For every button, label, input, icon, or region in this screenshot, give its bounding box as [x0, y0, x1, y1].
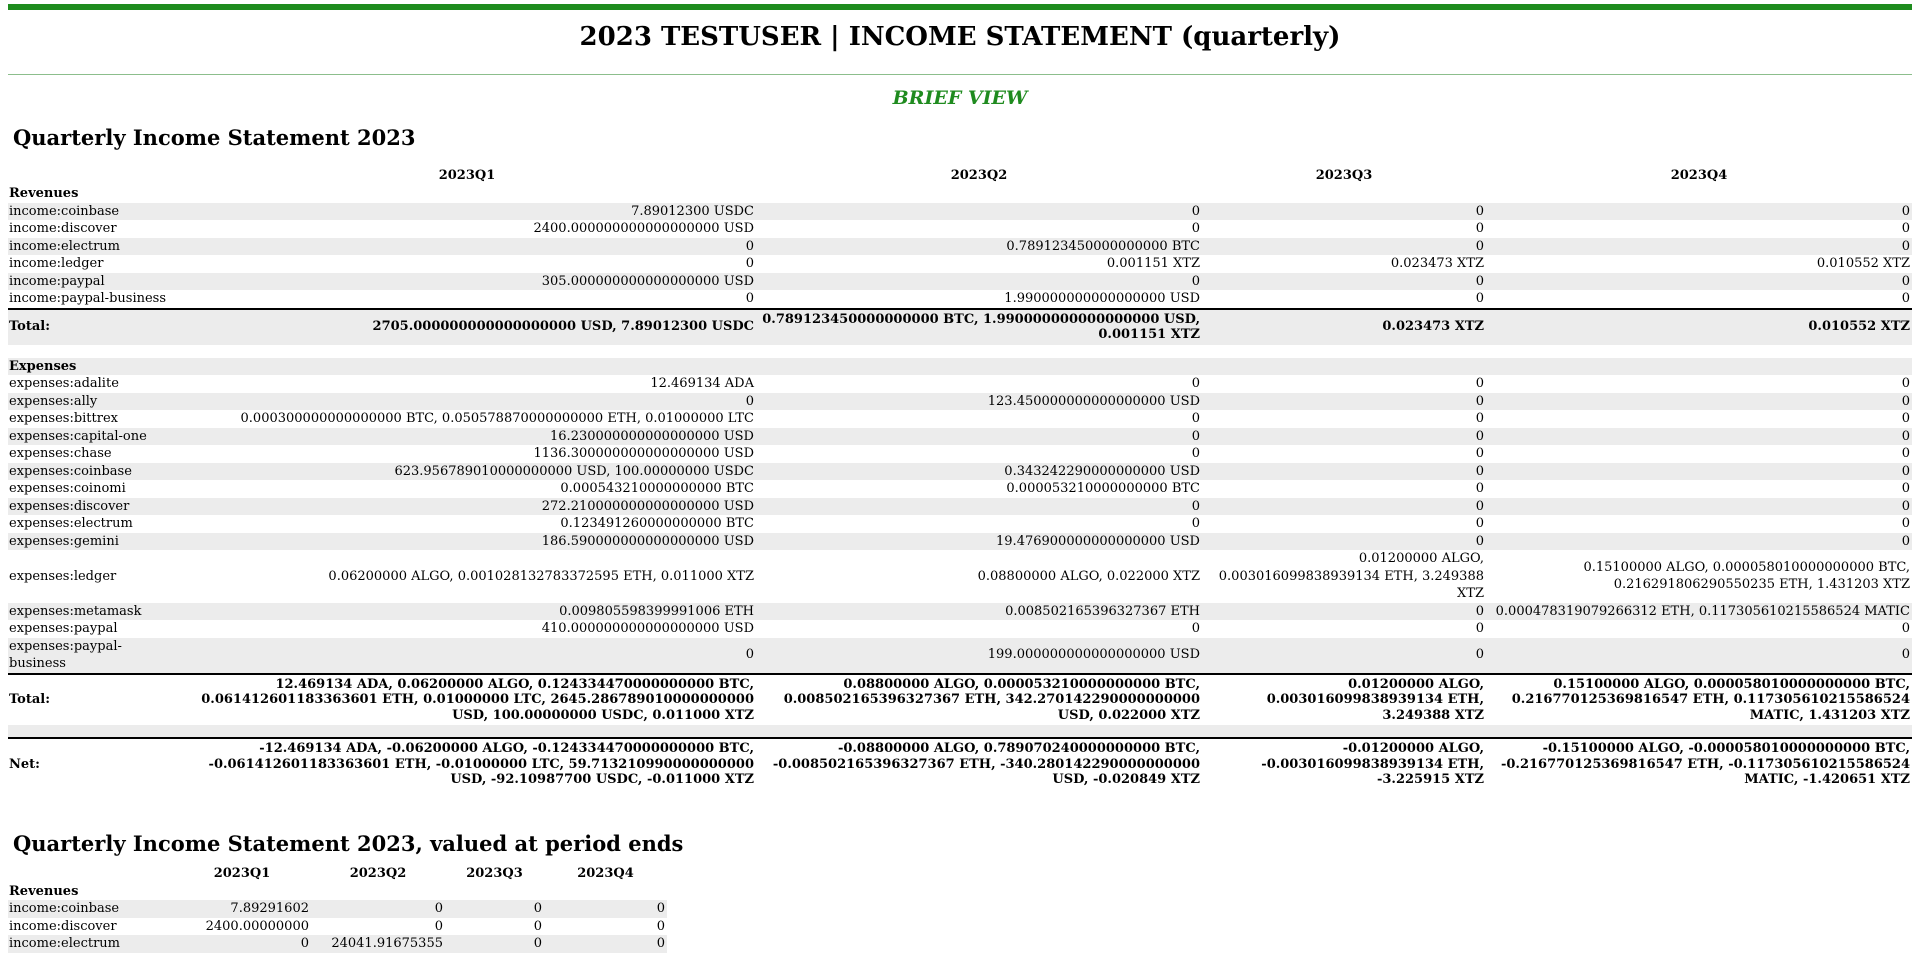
- account-row: [8, 498, 1912, 516]
- quarter-column-header: 2023Q2: [349, 865, 407, 881]
- amount-cell: 0: [745, 291, 754, 306]
- amount-cell: 0: [1901, 273, 1910, 289]
- account-row: [8, 255, 1912, 273]
- account-row: [8, 900, 667, 918]
- account-row: [8, 203, 1912, 221]
- account-row: [8, 620, 1912, 638]
- amount-cell: 0: [1901, 446, 1910, 461]
- amount-cell: 123.450000000000000000 USD: [987, 393, 1200, 409]
- account-cell: expenses:paypal-business: [9, 638, 122, 671]
- account-cell: income:discover: [9, 918, 117, 934]
- account-cell: expenses:discover: [9, 498, 130, 514]
- amount-cell: 0: [745, 238, 754, 254]
- amount-cell: 0: [533, 936, 542, 951]
- amount-cell: 0: [1475, 481, 1484, 496]
- amount-cell: 0: [1191, 428, 1200, 444]
- total-amount-cell: 0.01200000 ALGO, 0.003016099838939134 ETH, 3.249388 XTZ: [1202, 674, 1486, 726]
- amount-cell: 0: [1191, 203, 1200, 219]
- account-cell: expenses:ally: [9, 393, 98, 409]
- amount-cell: 0.008502165396327367 ETH: [1005, 603, 1200, 619]
- amount-cell: 0: [1901, 221, 1910, 236]
- account-row: [8, 515, 1912, 533]
- amount-cell: 0.789123450000000000 BTC: [1006, 238, 1200, 254]
- account-cell: expenses:bittrex: [9, 411, 118, 426]
- account-cell: expenses:electrum: [9, 516, 133, 531]
- quarter-column-header: 2023Q2: [950, 168, 1008, 183]
- expenses-total-row: [8, 674, 1912, 726]
- amount-cell: 0: [1475, 516, 1484, 531]
- section-label-revenues: [8, 185, 1912, 203]
- amount-cell: 0: [434, 901, 443, 916]
- amount-cell: 0: [1901, 498, 1910, 514]
- amount-cell: 24041.91675355: [331, 936, 443, 951]
- amount-cell: 0: [1475, 498, 1484, 514]
- statement-heading: Quarterly Income Statement 2023: [13, 125, 416, 150]
- amount-cell: 0: [1191, 221, 1200, 236]
- account-row: [8, 393, 1912, 411]
- total-amount-cell: 0.010552 XTZ: [1486, 309, 1912, 345]
- account-cell: income:electrum: [9, 936, 121, 951]
- account-row: [8, 445, 1912, 463]
- amount-cell: 0: [1901, 238, 1910, 254]
- account-cell: income:paypal: [9, 273, 105, 289]
- account-row: [8, 273, 1912, 291]
- amount-cell: 0: [1901, 376, 1910, 391]
- amount-cell: 0: [1901, 393, 1910, 409]
- amount-cell: 0: [1475, 621, 1484, 636]
- account-cell: income:ledger: [9, 256, 104, 271]
- amount-cell: 0.000053210000000000 BTC: [1006, 481, 1200, 496]
- section-label: Expenses: [9, 358, 77, 374]
- account-cell: income:paypal-business: [9, 291, 167, 306]
- top-accent-bar: [8, 4, 1912, 10]
- amount-cell: 0: [1901, 463, 1910, 479]
- income-statement-table: [8, 166, 1912, 790]
- amount-cell: 12.469134 ADA: [650, 376, 754, 391]
- total-amount-cell: 0.789123450000000000 BTC, 1.990000000000000000 USD, 0.001151 XTZ: [756, 309, 1202, 345]
- amount-cell: 0: [1901, 481, 1910, 496]
- amount-cell: 0: [1475, 647, 1484, 663]
- amount-cell: 2400.00000000: [205, 918, 309, 934]
- account-row: [8, 290, 1912, 309]
- account-row: [8, 480, 1912, 498]
- amount-cell: 0: [1475, 273, 1484, 289]
- section-label-expenses: [8, 358, 1912, 376]
- account-row: [8, 550, 1912, 603]
- view-mode-label: BRIEF VIEW: [892, 87, 1028, 109]
- amount-cell: 0.009805598399991006 ETH: [559, 603, 754, 619]
- net-amount-cell: -0.08800000 ALGO, 0.789070240000000000 BTC, -0.008502165396327367 ETH, -340.280142290000000000 USD, -0.020849 XTZ: [756, 738, 1202, 790]
- amount-cell: 0: [1191, 621, 1200, 636]
- account-row: [8, 533, 1912, 551]
- section-label: Revenues: [9, 186, 79, 201]
- amount-cell: 0: [1901, 428, 1910, 444]
- amount-cell: 0.01200000 ALGO, 0.003016099838939134 ETH, 3.249388 XTZ: [1218, 551, 1484, 601]
- account-cell: expenses:adalite: [9, 376, 119, 391]
- account-column-header: [8, 864, 173, 883]
- quarter-column-header: 2023Q3: [466, 865, 523, 881]
- amount-cell: 0: [1475, 291, 1484, 306]
- valued-statement-table: [8, 864, 667, 953]
- revenues-total-row: [8, 309, 1912, 345]
- section-label-revenues: [8, 883, 667, 901]
- net-label: Net:: [8, 738, 178, 790]
- account-cell: expenses:paypal: [9, 621, 118, 636]
- account-cell: income:electrum: [9, 238, 121, 254]
- amount-cell: 0: [1901, 516, 1910, 531]
- amount-cell: 0.001151 XTZ: [1106, 256, 1200, 271]
- amount-cell: 1.990000000000000000 USD: [1004, 291, 1200, 306]
- amount-cell: 0: [1475, 376, 1484, 391]
- amount-cell: 272.210000000000000000 USD: [541, 498, 754, 514]
- amount-cell: 0: [533, 901, 542, 916]
- amount-cell: 0: [1475, 446, 1484, 461]
- account-cell: expenses:coinbase: [9, 463, 132, 479]
- amount-cell: 0: [434, 918, 443, 934]
- account-row: [8, 918, 667, 936]
- amount-cell: 0: [1901, 621, 1910, 636]
- amount-cell: 186.590000000000000000 USD: [541, 533, 754, 549]
- valued-heading: Quarterly Income Statement 2023, valued at period ends: [13, 830, 684, 856]
- amount-cell: 1136.300000000000000000 USD: [533, 446, 754, 461]
- total-amount-cell: 0.15100000 ALGO, 0.000058010000000000 BTC, 0.216770125369816547 ETH, 0.117305610215586524 MATIC, 1.431203 XTZ: [1486, 674, 1912, 726]
- amount-cell: 0: [300, 936, 309, 951]
- account-row: [8, 428, 1912, 446]
- amount-cell: 7.89012300 USDC: [631, 203, 754, 219]
- amount-cell: 19.476900000000000000 USD: [996, 533, 1200, 549]
- account-row: [8, 220, 1912, 238]
- account-cell: income:discover: [9, 221, 117, 236]
- account-row: [8, 463, 1912, 481]
- account-cell: expenses:gemini: [9, 533, 119, 549]
- amount-cell: 0: [1901, 647, 1910, 663]
- page-title: 2023 TESTUSER | INCOME STATEMENT (quarterly): [579, 22, 1341, 52]
- amount-cell: 0: [1901, 533, 1910, 549]
- section-label: Revenues: [9, 883, 79, 899]
- spacer-row: [8, 725, 1912, 738]
- total-amount-cell: 12.469134 ADA, 0.06200000 ALGO, 0.124334470000000000 BTC, 0.061412601183363601 ETH, 0.01000000 LTC, 2645.286789010000000000 USD, 100.00000000 USDC, 0.011000 XTZ: [178, 674, 756, 726]
- total-amount-cell: 0.023473 XTZ: [1202, 309, 1486, 345]
- amount-cell: 0: [1191, 446, 1200, 461]
- amount-cell: 7.89291602: [230, 901, 309, 916]
- account-row: [8, 935, 667, 953]
- amount-cell: 0: [1901, 291, 1910, 306]
- account-cell: expenses:metamask: [9, 603, 142, 619]
- amount-cell: 410.000000000000000000 USD: [541, 621, 754, 636]
- account-row: [8, 638, 1912, 674]
- amount-cell: 0: [1475, 393, 1484, 409]
- account-cell: income:coinbase: [9, 203, 120, 219]
- total-amount-cell: 2705.000000000000000000 USD, 7.89012300 USDC: [178, 309, 756, 345]
- total-amount-cell: 0.08800000 ALGO, 0.000053210000000000 BTC, 0.008502165396327367 ETH, 342.270142290000000000 USD, 0.022000 XTZ: [756, 674, 1202, 726]
- amount-cell: 623.956789010000000000 USD, 100.00000000 USDC: [394, 463, 754, 479]
- amount-cell: 2400.000000000000000000 USD: [533, 221, 754, 236]
- amount-cell: 0: [656, 918, 665, 934]
- amount-cell: 0: [1475, 428, 1484, 444]
- amount-cell: 0.123491260000000000 BTC: [560, 516, 754, 531]
- amount-cell: 0: [1191, 273, 1200, 289]
- amount-cell: 0: [1475, 463, 1484, 479]
- amount-cell: 0.06200000 ALGO, 0.001028132783372595 ETH, 0.011000 XTZ: [328, 568, 754, 584]
- account-cell: expenses:ledger: [9, 568, 117, 584]
- account-column-header: [8, 166, 178, 185]
- amount-cell: 0: [533, 918, 542, 934]
- amount-cell: 0: [745, 256, 754, 271]
- amount-cell: 0.000300000000000000 BTC, 0.050578870000000000 ETH, 0.01000000 LTC: [240, 411, 754, 426]
- amount-cell: 0: [1191, 411, 1200, 426]
- account-row: [8, 410, 1912, 428]
- spacer-row: [8, 345, 1912, 358]
- total-label: Total:: [8, 674, 178, 726]
- amount-cell: 0.000543210000000000 BTC: [560, 481, 754, 496]
- quarter-header-row: [8, 166, 1912, 185]
- account-row: [8, 375, 1912, 393]
- account-row: [8, 603, 1912, 621]
- amount-cell: 0: [1475, 411, 1484, 426]
- amount-cell: 0: [656, 901, 665, 916]
- amount-cell: 0.343242290000000000 USD: [1004, 463, 1200, 479]
- net-amount-cell: -0.15100000 ALGO, -0.000058010000000000 BTC, -0.216770125369816547 ETH, -0.117305610215586524 MATIC, -1.420651 XTZ: [1486, 738, 1912, 790]
- account-cell: income:coinbase: [9, 901, 120, 916]
- quarter-column-header: 2023Q4: [1670, 168, 1728, 183]
- account-cell: expenses:chase: [9, 446, 112, 461]
- quarter-header-row: [8, 864, 667, 883]
- amount-cell: 0: [1901, 203, 1910, 219]
- amount-cell: 0: [1901, 411, 1910, 426]
- amount-cell: 0: [1475, 603, 1484, 619]
- net-amount-cell: -0.01200000 ALGO, -0.003016099838939134 ETH, -3.225915 XTZ: [1202, 738, 1486, 790]
- amount-cell: 0.15100000 ALGO, 0.000058010000000000 BTC, 0.216291806290550235 ETH, 1.431203 XTZ: [1583, 559, 1910, 593]
- amount-cell: 0: [1191, 376, 1200, 391]
- amount-cell: 0.08800000 ALGO, 0.022000 XTZ: [977, 568, 1200, 584]
- amount-cell: 0: [1475, 221, 1484, 236]
- amount-cell: 0: [1475, 238, 1484, 254]
- amount-cell: 0: [1191, 498, 1200, 514]
- quarter-column-header: 2023Q1: [438, 168, 496, 183]
- amount-cell: 0: [1191, 516, 1200, 531]
- net-row: [8, 738, 1912, 790]
- amount-cell: 0: [1475, 533, 1484, 549]
- account-cell: expenses:capital-one: [9, 428, 147, 444]
- quarter-column-header: 2023Q4: [577, 865, 634, 881]
- amount-cell: 0: [745, 647, 754, 663]
- amount-cell: 0: [745, 393, 754, 409]
- account-row: [8, 238, 1912, 256]
- amount-cell: 0.000478319079266312 ETH, 0.117305610215586524 MATIC: [1495, 603, 1910, 619]
- amount-cell: 16.230000000000000000 USD: [550, 428, 754, 444]
- account-cell: expenses:coinomi: [9, 481, 126, 496]
- total-label: Total:: [8, 309, 178, 345]
- quarter-column-header: 2023Q1: [213, 865, 271, 881]
- amount-cell: 0.023473 XTZ: [1390, 256, 1484, 271]
- amount-cell: 0: [1475, 203, 1484, 219]
- quarter-column-header: 2023Q3: [1315, 168, 1373, 183]
- net-amount-cell: -12.469134 ADA, -0.06200000 ALGO, -0.124334470000000000 BTC, -0.061412601183363601 ETH, -0.01000000 LTC, 59.713210990000000000 USD, -92.10987700 USDC, -0.011000 XTZ: [178, 738, 756, 790]
- amount-cell: 0.010552 XTZ: [1816, 256, 1910, 271]
- amount-cell: 305.000000000000000000 USD: [541, 273, 754, 289]
- amount-cell: 0: [656, 936, 665, 951]
- header-divider: [8, 74, 1912, 75]
- amount-cell: 199.000000000000000000 USD: [987, 647, 1200, 663]
